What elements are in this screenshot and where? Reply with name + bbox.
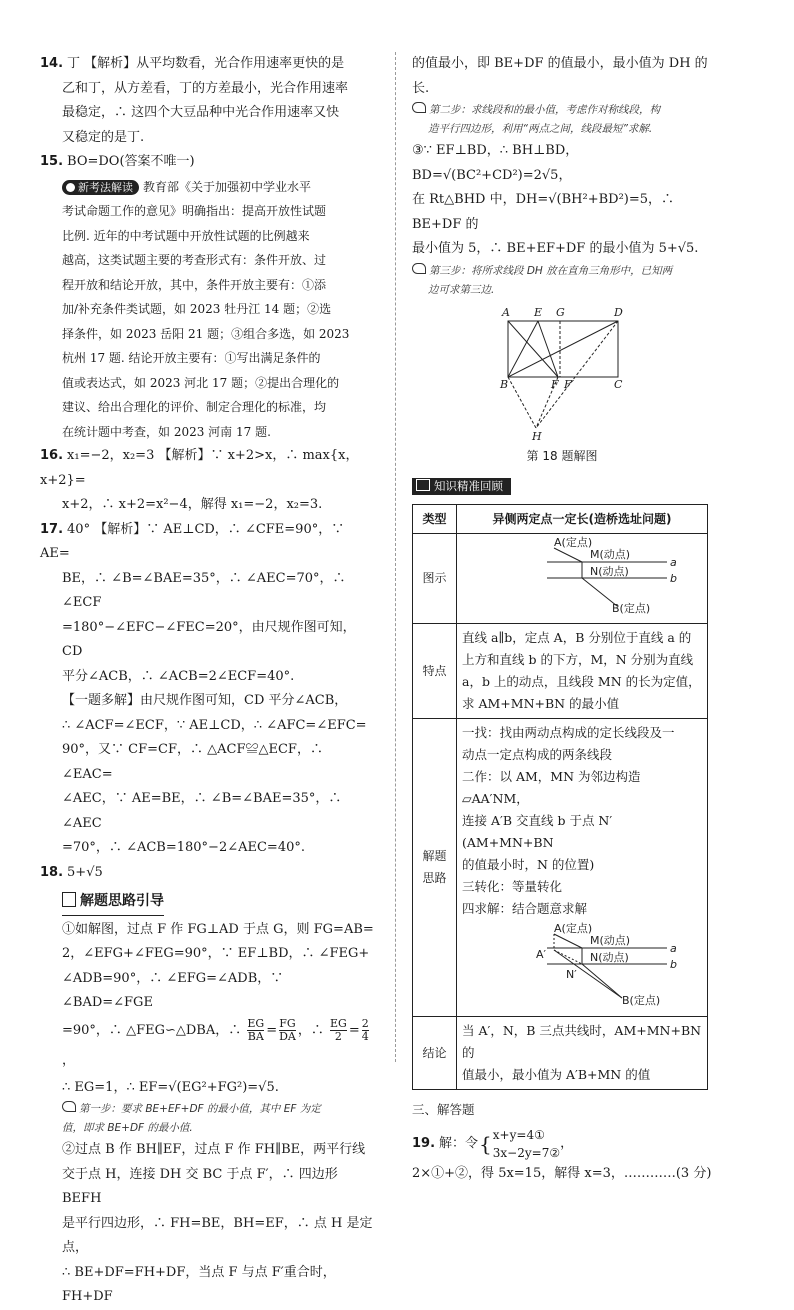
step-note-3: 第三步：将所求线段 DH 放在直角三角形中，已知两	[412, 262, 712, 281]
question-14: 14. 丁 【解析】从平均数看，光合作用速率更快的是 乙和丁，从方差看，丁的方差最小，光合作用速率 最稳定，∴ 这四个大豆品种中光合作用速率又快 又稳定的是丁.	[40, 56, 349, 145]
hand-pointer-icon	[412, 102, 426, 113]
hand-pointer-icon	[412, 263, 426, 274]
notebook-icon	[62, 892, 76, 907]
book-icon	[416, 479, 430, 491]
column-divider	[395, 52, 396, 1062]
lightbulb-icon	[66, 183, 75, 192]
svg-text:N(动点): N(动点)	[590, 564, 629, 578]
diagram-construction	[462, 920, 702, 1006]
step-note-1: 第一步：要求 BE+EF+DF 的最小值，其中 EF 为定	[40, 1100, 375, 1119]
svg-text:A: A	[502, 305, 510, 319]
new-method-tag: 新考法解读	[62, 180, 139, 195]
svg-text:C: C	[614, 377, 623, 391]
svg-text:a: a	[670, 941, 677, 955]
fraction: $\frac{EG}{BA}$	[247, 1016, 265, 1043]
solution-guide-heading: 解题思路引导	[62, 889, 164, 916]
fraction: $\frac{2}{4}$	[361, 1016, 369, 1043]
figure-caption: 第 18 题解图	[526, 448, 598, 463]
question-19: 19. 解：令 { x+y=4① 3x−2y=7② ， 2×①+②，得 5x=15，解得 x=3，…………(3 分)	[412, 1128, 712, 1181]
q18-solution-figure	[502, 306, 632, 446]
brace-symbol: {	[479, 1132, 492, 1156]
table-row: 结论 当 A′，N，B 三点共线时，AM+MN+BN 的 值最小，最小值为 A′B+MN 的值	[413, 1016, 708, 1089]
svg-text:H: H	[532, 429, 542, 443]
hand-pointer-icon	[62, 1101, 76, 1112]
similar-triangle-ratio: =90°，∴ △FEG∽△DBA，∴ $\frac{EG}{BA}$ = $\frac{FG}{DA}$ ，∴ $\frac{EG}{2}$ = $\frac{2}{4}$ ，	[62, 1016, 369, 1068]
table-row: 解题思路 一找：找由两动点构成的定长线段及一 动点一定点构成的两条线段 二作：以 AM，MN 为邻边构造▱AA′NM， 连接 A′B 交直线 b 于点 N′(AM+MN+BN 的值最小时，N 的位置) 三转化：等量转化 四求解：结合题意求解 A(定点) M(动点) N(动点) A′ N′ B(定点) a b	[413, 718, 708, 1016]
svg-text:F′: F′	[564, 377, 575, 391]
svg-text:b: b	[670, 957, 677, 971]
svg-text:M(动点): M(动点)	[590, 933, 631, 947]
svg-text:N′: N′	[566, 967, 577, 981]
svg-text:D: D	[614, 305, 623, 319]
fraction: $\frac{FG}{DA}$	[279, 1016, 296, 1043]
knowledge-table	[412, 504, 708, 1090]
svg-text:B(定点): B(定点)	[612, 601, 651, 615]
svg-text:F: F	[551, 377, 559, 391]
right-column: 的值最小，即 BE+DF 的值最小，最小值为 DH 的长. 第二步：求线段和的最小值，考虑作对称线段，构 造平行四边形，利用“两点之间，线段最短”求解. ③∵ EF⊥BD，∴ BH⊥BD，BD=√(BC²+CD²)=2√5， 在 Rt△BHD 中，DH=√(BH²+BD²)=5，∴ BE+DF 的 最小值为 5，∴ BE+EF+DF 的最小值为 5+√5. 第三步：将所求线段 DH 放在直角三角形中，已知两 边可求第三边. A E G D B F F′ C H 第 18 题解图 知识精准回顾 类型 异侧两定点一定长(造桥选址问题) 图示 A(定点) M(动点) N(动点) B(定点) a b 特点 直线 a∥b，定点 A，B 分别位于直线 a 的 上方和直线 b 的下方，M，N 分别为直线 a，b 上的动点，且线段 MN 的长为定值， 求 AM+MN+BN 的最小值 解题思路 一找：找由两动点构成的定长线段及一 动点一定点构成的两条线段 二作：以 AM，MN 为邻边构造▱AA′NM， 连接 A′B 交直线 b 于点 N′(AM+MN+BN 的值最小时，N 的位置) 三转化：等量转化 四求解：结合题意求解 A(定点) M(动点) N(动点) A′ N′ B(定点) a b 结论 当 A′，N，B 三点共线时，AM+MN+BN 的 值最小，最小值为 A′B+MN 的值 三、解答题 19. 解：令 { x+y=4① 3x−2y=7② ， 2×①+②，得 5x=15，解得 x=3，…………(3 分)	[412, 52, 712, 1187]
section-heading: 三、解答题	[412, 1101, 475, 1117]
question-15: 15. BO=DO(答案不唯一) 新考法解读 教育部《关于加强初中学业水平 考试命题工作的意见》明确指出：提高开放性试题 比例. 近年的中考试题中开放性试题的比例越来 越高，这类试题主要的考查形式有：条件开放、过 程开放和结论开放，其中，条件开放主要有：①添 加/补充条件类试题，如 2023 牡丹江 14 题；②选 择条件，如 2023 岳阳 21 题；③组合多选，如 2023 杭州 17 题. 结论开放主要有：①写出满足条件的 值或表达式，如 2023 河北 17 题；②提出合理化的 建议、给出合理化的评价、制定合理化的标准，均 在统计题中考查，如 2023 河南 17 题.	[40, 154, 350, 439]
question-17: 17. 40° 【解析】∵ AE⊥CD，∴ ∠CFE=90°，∵ AE= BE，∴ ∠B=∠BAE=35°，∴ ∠AEC=70°，∴ ∠ECF =180°−∠EFC−∠FEC=20°，由尺规作图可知，CD 平分∠ACB，∴ ∠ACB=2∠ECF=40°. 【一题多解】由尺规作图可知，CD 平分∠ACB， ∴ ∠ACF=∠ECF，∵ AE⊥CD，∴ ∠AFC=∠EFC= 90°，又∵ CF=CF，∴ △ACF≌△ECF，∴ ∠EAC= ∠AEC，∵ AE=BE，∴ ∠B=∠BAE=35°，∴ ∠AEC =70°，∴ ∠ACB=180°−2∠AEC=40°.	[40, 521, 367, 855]
question-16: 16. x₁=−2，x₂=3 【解析】∵ x+2>x，∴ max{x，x+2}= x+2，∴ x+2=x²−4，解得 x₁=−2，x₂=3.	[40, 448, 359, 512]
svg-text:G: G	[556, 305, 565, 319]
diagram-bridge	[462, 536, 702, 614]
svg-text:a: a	[670, 555, 677, 569]
table-row: 类型 异侧两定点一定长(造桥选址问题)	[413, 504, 708, 533]
svg-text:M(动点): M(动点)	[590, 547, 631, 561]
svg-text:A′: A′	[536, 947, 547, 961]
left-column	[40, 52, 375, 1310]
question-18: 18. 5+√5 解题思路引导 ①如解图，过点 F 作 FG⊥AD 于点 G，则 FG=AB= 2，∠EFG+∠FEG=90°，∵ EF⊥BD，∴ ∠FEG+ ∠ADB=90°，∴ ∠EFG=∠ADB，∵ ∠BAD=∠FGE =90°，∴ △FEG∽△DBA，∴ $\frac{EG}{BA}$ = $\frac{FG}{DA}$ ，∴ $\frac{EG}{2}$ = $\frac{2}{4}$ ， ∴ EG=1，∴ EF=√(EG²+FG²)=√5. 第一步：要求 BE+EF+DF 的最小值，其中 EF 为定 值，即求 BE+DF 的最小值. ②过点 B 作 BH∥EF，过点 F 作 FH∥BE，两平行线 交于点 H，连接 DH 交 BC 于点 F′，∴ 四边形 BEFH 是平行四边形，∴ FH=BE，BH=EF，∴ 点 H 是定点， ∴ BE+DF=FH+DF，当点 F 与点 F′重合时，FH+DF	[40, 864, 374, 1304]
fraction: $\frac{EG}{2}$	[330, 1016, 347, 1043]
svg-text:A(定点): A(定点)	[554, 535, 593, 549]
svg-text:N(动点): N(动点)	[590, 950, 629, 964]
svg-text:b: b	[670, 571, 677, 585]
svg-text:B: B	[500, 377, 509, 391]
step-note-2: 第二步：求线段和的最小值，考虑作对称线段，构	[412, 101, 712, 120]
table-row: 图示 A(定点) M(动点) N(动点) B(定点) a b	[413, 533, 708, 623]
svg-text:A(定点): A(定点)	[554, 921, 593, 935]
svg-text:B(定点): B(定点)	[622, 993, 661, 1007]
knowledge-review-heading: 知识精准回顾	[412, 478, 511, 495]
table-row: 特点 直线 a∥b，定点 A，B 分别位于直线 a 的 上方和直线 b 的下方，M，N 分别为直线 a，b 上的动点，且线段 MN 的长为定值， 求 AM+MN+BN 的最小值	[413, 623, 708, 718]
svg-text:E: E	[534, 305, 543, 319]
